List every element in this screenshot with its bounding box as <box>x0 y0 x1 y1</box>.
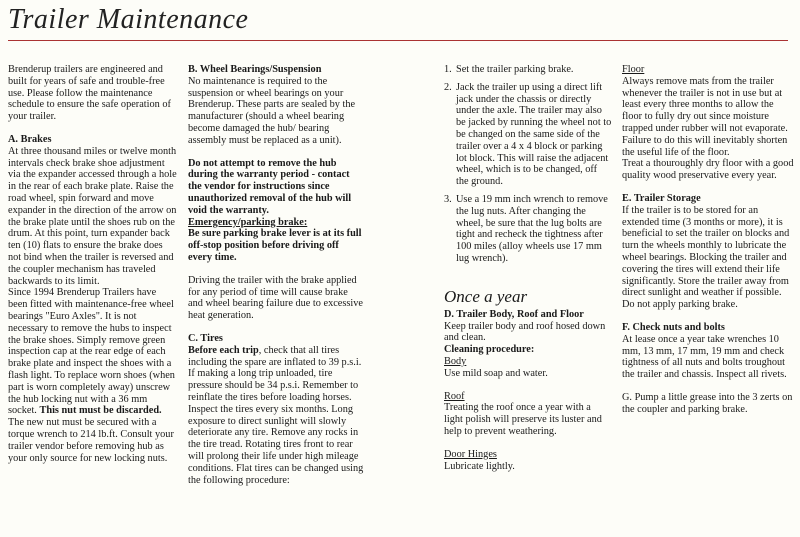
tires-heading: C. Tires <box>188 332 223 344</box>
body-subheading: Body <box>444 355 467 367</box>
brakes-paragraph-2-text: Since 1994 Brenderup Trailers have been fitted with maintenance-free wheel bearings "Euro Axles". It is not necessary to remove the hubs to inspect the brake shoes. Simply remove green inspection cap at the rear edge of each brake plate and inspect the shoes with a flash light. To replace worn shoes (when part is worn completely away) unscrew the hub locking nut with a 36 mm socket. <box>8 287 175 417</box>
tire-change-steps <box>444 64 612 265</box>
emergency-brake-heading: Emergency/parking brake: <box>188 216 308 228</box>
column-3 <box>444 64 612 472</box>
door-hinges-text: Lubricate lightly. <box>444 460 515 472</box>
trailer-body-paragraph: Keep trailer body and roof hosed down and clean. <box>444 320 606 344</box>
column-4 <box>622 64 794 416</box>
emergency-brake-paragraph: Driving the trailer with the brake applied for any period of time will cause brake and wheel bearing failure due to excessive heat generation. <box>188 274 363 322</box>
tires-lead: Before each trip <box>188 344 259 356</box>
storage-paragraph: If the trailer is to be stored for an extended time (3 months or more), it is beneficial to set the trailer on blocks and turn the wheels monthly to lubricate the wheel bearings. Blocking the trailer and covering the tires will extend their life significantly. Store the trailer away from direct sunlight and weather if possible. Do not apply parking brake. <box>622 204 790 311</box>
bearings-warning: Do not attempt to remove the hub during the warranty period - contact the vendor for instructions since unauthorized removal of the hub will void the warranty. <box>188 157 352 216</box>
body-cleaning-text: Use mild soap and water. <box>444 367 548 379</box>
roof-subheading: Roof <box>444 390 465 402</box>
brakes-paragraph-3: The new nut must be secured with a torque wrench to 214 lb.ft. Consult your trailer vendor before removing hub as your only source for new locking nuts. <box>8 417 174 464</box>
list-item: 2. Jack the trailer up using a direct lift jack under the chassis or directly under the axle. The trailer may also be jacked by running the wheel not to be changed on the same side of the trailer over a 4 x 4 block or parking lot block. This will raise the adjacent wheel, which is to be changed, off the ground. <box>444 81 612 188</box>
bearings-heading: B. Wheel Bearings/Suspension <box>188 64 322 75</box>
brakes-paragraph-2 <box>8 287 178 464</box>
nuts-bolts-heading: F. Check nuts and bolts <box>622 321 725 333</box>
grease-paragraph: G. Pump a little grease into the 3 zerts on the coupler and parking brake. <box>622 391 793 415</box>
title-divider <box>8 40 788 41</box>
tires-text: , check that all tires including the spare are inflated to 39 p.s.i. If making a long trip unloaded, tire pressure should be 34 p.s.i. Remember to reinflate the tires before loading horses. Inspect the tires every six months. Long exposure to direct sunlight will slowly deteriorate any tire. Remove any rocks in the tire tread. Rotating tires front to rear will prolong their life under high mileage conditions. Flat tires can be changed using the following procedure: <box>188 344 364 486</box>
bearings-paragraph: No maintenance is required to the suspension or wheel bearings on your Brenderup. These parts are sealed by the manufacturer (should a wheel bearing become damaged the hub/ bearing assembly must be replaced as a unit). <box>188 75 356 146</box>
column-2 <box>188 64 364 486</box>
roof-cleaning-text: Treating the roof once a year with a light polish will preserve its luster and help to prevent weathering. <box>444 402 602 437</box>
emergency-brake-warning: Be sure parking brake lever is at its full off-stop position before driving off every time. <box>188 228 362 263</box>
brakes-heading: A. Brakes <box>8 133 52 145</box>
door-hinges-subheading: Door Hinges <box>444 448 497 460</box>
cleaning-procedure-heading: Cleaning procedure: <box>444 344 535 356</box>
tires-paragraph <box>188 345 364 487</box>
list-item: 1. Set the trailer parking brake. <box>444 64 574 75</box>
intro-paragraph: Brenderup trailers are engineered and built for years of safe and trouble-free use. Please follow the maintenance schedule to ensure the safe operation of your trailer. <box>8 64 171 123</box>
brakes-paragraph-1: At three thousand miles or twelve month intervals check brake shoe adjustment via the expander accessed through a hole in the rear of each brake plate. Raise the road wheel, spin forward and move expander in the direction of the arrow on the brake plate until the shoes rub on the drum. At this point, turn expander back ten (10) flats to ensure the brake does not bind when the trailer is reversed and the coupler mechanism has traveled backwards to its limit. <box>8 145 177 287</box>
storage-heading: E. Trailer Storage <box>622 192 701 204</box>
list-item: 3. Use a 19 mm inch wrench to remove the lug nuts. After changing the wheel, be sure that the lug bolts are tight and recheck the tightness after 100 miles (alloy wheels use 17 mm lug wrench). <box>444 193 608 264</box>
brakes-discard-warning: This nut must be discarded. <box>39 405 162 417</box>
once-a-year-heading: Once a year <box>444 286 528 306</box>
nuts-bolts-paragraph: At lease once a year take wrenches 10 mm, 13 mm, 17 mm, 19 mm and check tightness of all nuts and bolts troughout the trailer and chassis. Inspect all rivets. <box>622 333 787 381</box>
trailer-body-heading: D. Trailer Body, Roof and Floor <box>444 308 584 320</box>
floor-paragraph-1: Always remove mats from the trailer whenever the trailer is not in use but at least every three months to allow the floor to fully dry out since moisture trapped under rubber will not evaporate. Failure to do this will inevitably shorten the useful life of the floor. <box>622 75 788 158</box>
page-title: Trailer Maintenance <box>8 4 249 35</box>
floor-paragraph-2: Treat a thouroughly dry floor with a good quality wood preservative every year. <box>622 158 794 182</box>
floor-subheading: Floor <box>622 64 645 75</box>
column-1 <box>8 64 178 464</box>
